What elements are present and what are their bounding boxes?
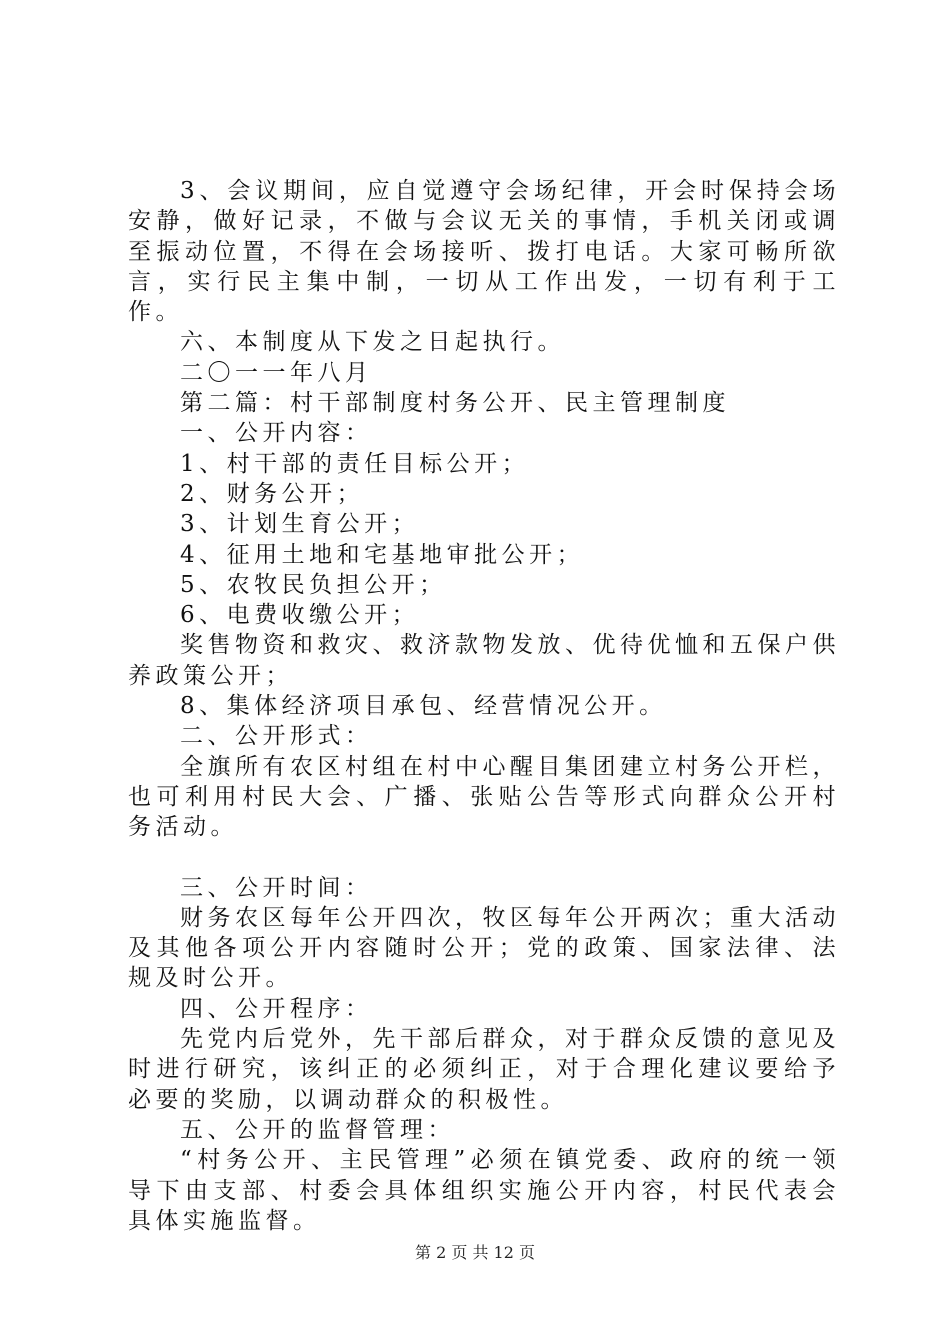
document-body [128,176,840,1236]
list-item: 6、电费收缴公开； [180,602,420,629]
chapter-title: 第二篇：村干部制度村务公开、民主管理制度 [180,390,730,417]
section-heading-form: 二、公开形式： [180,723,373,750]
page-number-footer: 第 2 页 共 12 页 [415,1243,535,1262]
list-item: 5、农牧民负担公开； [180,571,447,598]
list-item: 2、财务公开； [180,480,365,507]
paragraph-date: 二〇一一年八月 [180,359,373,386]
paragraph-effective-date: 六、本制度从下发之日起执行。 [180,329,565,356]
list-item: 8、集体经济项目承包、经营情况公开。 [180,693,667,720]
paragraph-supervision: “村务公开、主民管理”必须在镇党委、政府的统一领导下由支部、村委会具体组织实施公开内容，村民代表会具体实施监督。 [128,1147,840,1234]
paragraph-form: 全旗所有农区村组在村中心醒目集团建立村务公开栏，也可利用村民大会、广播、张贴公告等形式向群众公开村务活动。 [128,753,840,841]
list-item: 奖售物资和救灾、救济款物发放、优待优恤和五保户供养政策公开； [128,632,840,689]
paragraph-time: 财务农区每年公开四次，牧区每年公开两次；重大活动及其他各项公开内容随时公开；党的政策、国家法律、法规及时公开。 [128,904,840,992]
paragraph-procedure: 先党内后党外，先干部后群众，对于群众反馈的意见及时进行研究，该纠正的必须纠正，对于合理化建议要给予必要的奖励，以调动群众的积极性。 [128,1026,840,1113]
list-item: 4、征用土地和宅基地审批公开； [180,541,585,568]
list-item: 1、村干部的责任目标公开； [180,450,530,477]
section-heading-procedure: 四、公开程序： [180,995,373,1022]
section-heading-content: 一、公开内容： [180,420,373,447]
section-heading-supervision: 五、公开的监督管理： [180,1116,455,1143]
paragraph-meeting-discipline: 3、会议期间，应自觉遵守会场纪律，开会时保持会场安静，做好记录，不做与会议无关的事情，手机关闭或调至振动位置，不得在会场接听、拨打电话。大家可畅所欲言，实行民主集中制，一切从工作出发，一切有利于工作。 [128,178,840,326]
section-heading-time: 三、公开时间： [180,874,373,901]
list-item: 3、计划生育公开； [180,511,420,538]
